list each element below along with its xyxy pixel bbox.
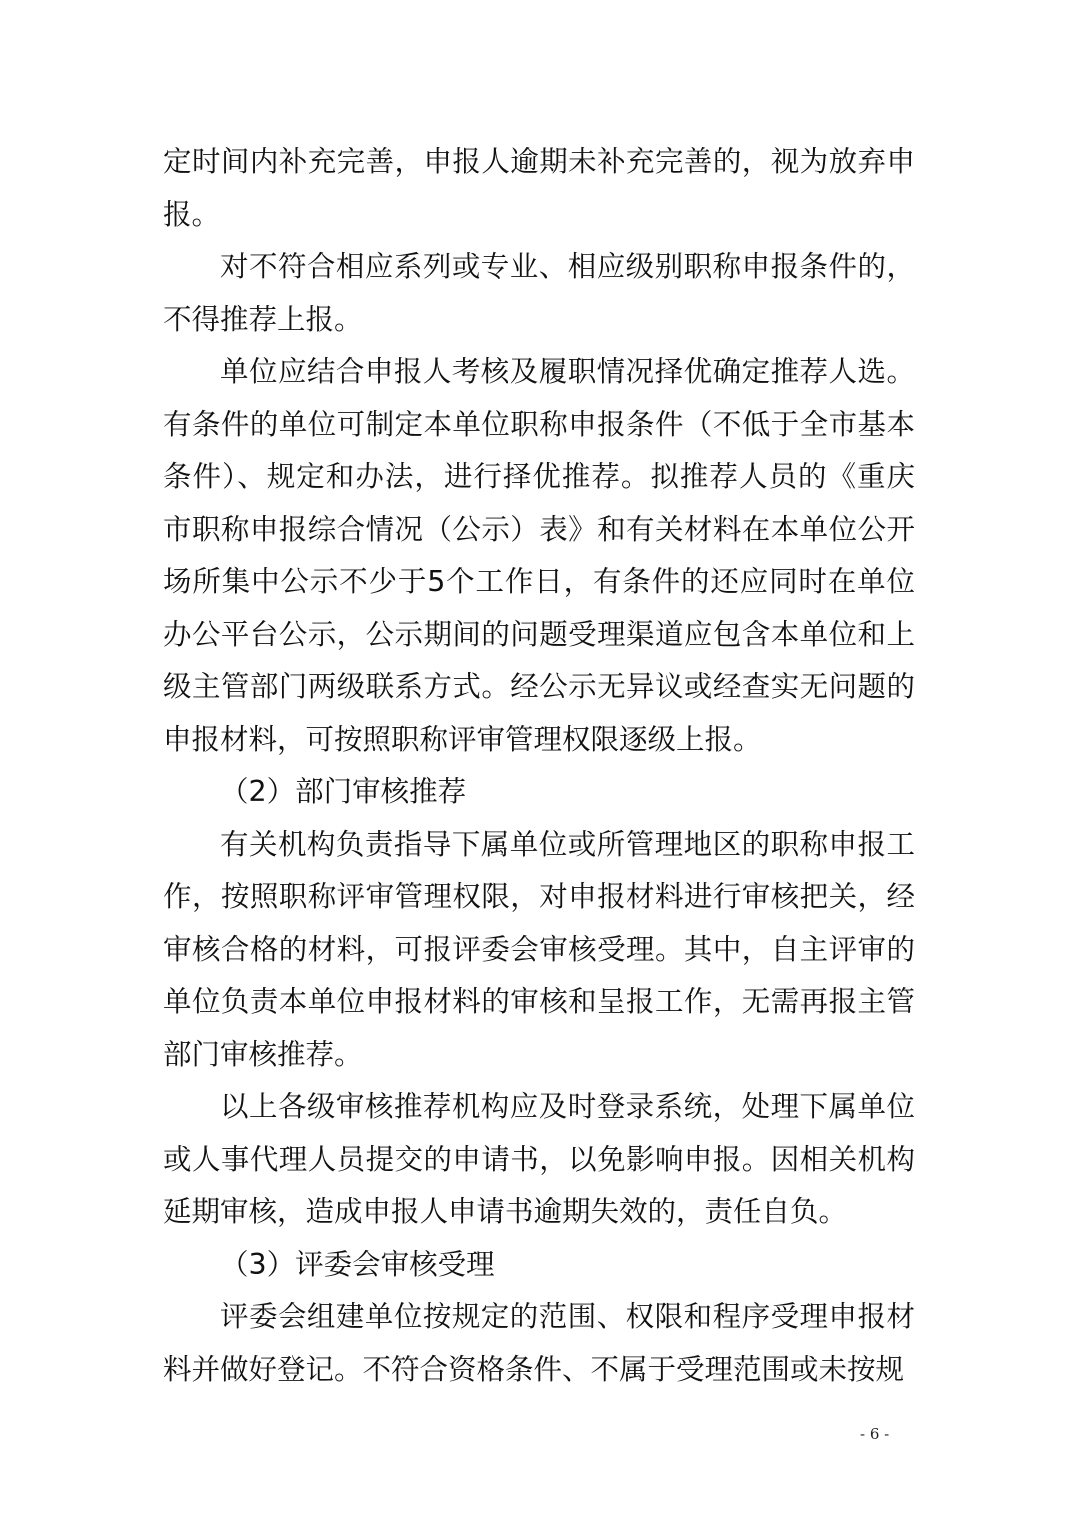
paragraph-review-agencies: 以上各级审核推荐机构应及时登录系统，处理下属单位或人事代理人员提交的申请书，以免影响申报。因相关机构延期审核，造成申报人申请书逾期失效的，责任自负。 xyxy=(163,1090,915,1228)
page-number: - 6 - xyxy=(860,1425,890,1443)
section-heading-department-review: （2）部门审核推荐 xyxy=(220,775,467,808)
paragraph-eligibility: 对不符合相应系列或专业、相应级别职称申报条件的，不得推荐上报。 xyxy=(163,250,915,336)
document-body xyxy=(163,136,915,1396)
paragraph-department-review: 有关机构负责指导下属单位或所管理地区的职称申报工作，按照职称评审管理权限，对申报材料进行审核把关，经审核合格的材料，可报评委会审核受理。其中，自主评审的单位负责本单位申报材料的审核和呈报工作，无需再报主管部门审核推荐。 xyxy=(163,827,915,1071)
section-heading-committee-acceptance: （3）评委会审核受理 xyxy=(220,1247,495,1281)
paragraph-unit-recommendation: 单位应结合申报人考核及履职情况择优确定推荐人选。有条件的单位可制定本单位职称申报条件（不低于全市基本条件）、规定和办法，进行择优推荐。拟推荐人员的《重庆市职称申报综合情况（公示）表》和有关材料在本单位公开场所集中公示不少于5个工作日，有条件的还应同时在单位办公平台公示，公示期间的问题受理渠道应包含本单位和上级主管部门两级联系方式。经公示无异议或经查实无问题的申报材料，可按照职称评审管理权限逐级上报。 xyxy=(163,355,915,756)
paragraph-continuation: 定时间内补充完善，申报人逾期未补充完善的，视为放弃申报。 xyxy=(163,145,915,231)
paragraph-committee-acceptance: 评委会组建单位按规定的范围、权限和程序受理申报材料并做好登记。不符合资格条件、不属于受理范围或未按规 xyxy=(163,1300,915,1386)
